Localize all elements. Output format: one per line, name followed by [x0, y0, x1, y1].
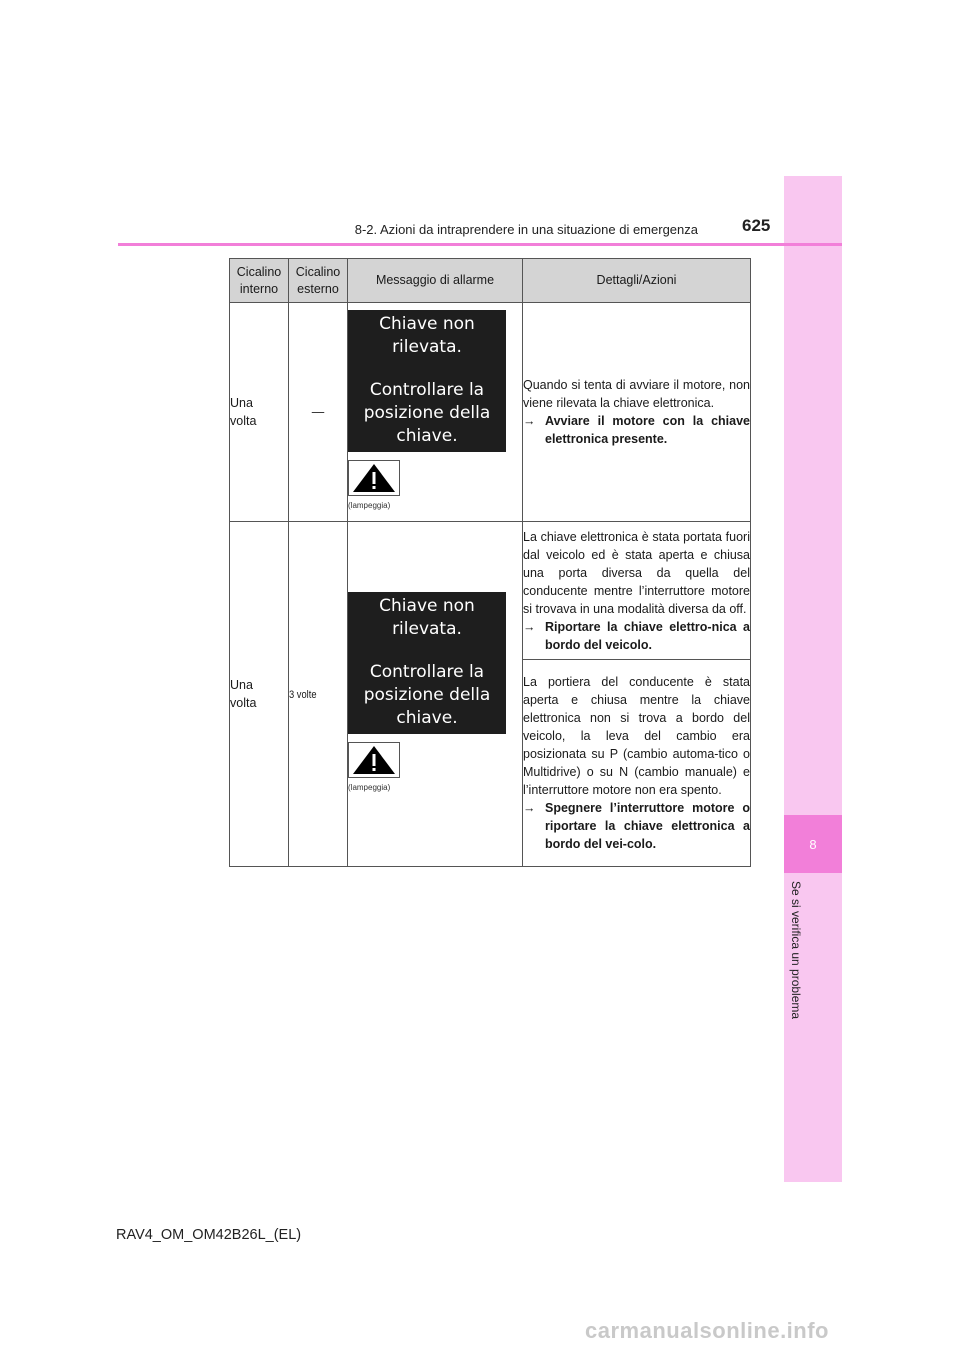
header-internal-buzzer: Cicalino interno	[230, 259, 289, 303]
warning-message-cell	[348, 522, 523, 867]
screen-line: chiave.	[396, 426, 458, 446]
details-cell	[523, 522, 751, 660]
action-item	[523, 618, 750, 654]
header-divider	[118, 243, 842, 246]
screen-line: Chiave non	[379, 596, 475, 616]
chapter-title: Se si verifica un problema	[789, 881, 803, 1020]
action-text: Avviare il motore con la chiave elettronica presente.	[545, 414, 750, 446]
document-code: RAV4_OM_OM42B26L_(EL)	[116, 1227, 302, 1243]
header-warning-message: Messaggio di allarme	[348, 259, 523, 303]
detail-text: Quando si tenta di avviare il motore, non viene rilevata la chiave elettronica.	[523, 378, 750, 410]
arrow-icon: →	[523, 414, 536, 428]
screen-line: Controllare la	[369, 380, 485, 400]
action-text: Riportare la chiave elettro-nica a bordo del veicolo.	[545, 619, 750, 652]
warning-message-cell	[348, 303, 523, 522]
display-message-screen	[348, 592, 506, 734]
header-details-actions: Dettagli/Azioni	[523, 259, 751, 303]
action-item	[523, 799, 750, 853]
flashing-caption: (lampeggia)	[348, 782, 391, 792]
display-message-screen	[348, 310, 506, 452]
chapter-number-badge	[784, 815, 842, 873]
screen-line: posizione della	[363, 685, 491, 705]
watermark: carmanualsonline.info	[585, 1318, 829, 1343]
external-buzzer-none: —	[311, 405, 325, 419]
external-buzzer-value: 3 volte	[289, 688, 317, 701]
arrow-icon: →	[523, 619, 536, 634]
internal-buzzer-cell	[230, 522, 289, 867]
table-row	[230, 522, 751, 660]
section-title: 8-2. Azioni da intraprendere in una situazione di emergenza	[354, 222, 698, 237]
external-buzzer-cell	[289, 522, 348, 867]
page-number: 625	[742, 216, 771, 235]
alarm-table	[229, 258, 751, 867]
chapter-number: 8	[809, 836, 817, 852]
screen-line: chiave.	[396, 708, 458, 728]
details-cell	[523, 660, 751, 867]
header-external-buzzer: Cicalino esterno	[289, 259, 348, 303]
details-cell	[523, 303, 751, 522]
warning-triangle-icon	[348, 742, 400, 778]
detail-text: La chiave elettronica è stata portata fuori dal veicolo ed è stata aperta e chiusa una porta diversa da quella del conducente mentre l’interruttore motore si trovava in una modalità diversa da off.	[523, 529, 750, 616]
external-buzzer-cell	[289, 303, 348, 522]
internal-buzzer-value: Una volta	[230, 678, 257, 710]
screen-line: rilevata.	[392, 619, 462, 639]
screen-line: posizione della	[363, 403, 491, 423]
table-header-row	[230, 259, 751, 303]
chapter-side-tab	[784, 176, 842, 1182]
arrow-icon: →	[523, 801, 536, 815]
flashing-caption: (lampeggia)	[348, 500, 391, 510]
detail-text: La portiera del conducente è stata aperta e chiusa mentre la chiave elettronica non si trova a bordo del veicolo, la leva del cambio era posizionata su P (cambio automa-tico o Multidrive) o su N (cambio manuale) e l’interruttore motore non era spento.	[523, 675, 750, 797]
screen-line: rilevata.	[392, 337, 462, 357]
table-row	[230, 303, 751, 522]
internal-buzzer-cell	[230, 303, 289, 522]
action-item	[523, 412, 750, 448]
screen-line: Chiave non	[379, 314, 475, 334]
action-text: Spegnere l’interruttore motore o riportare la chiave elettronica a bordo del vei-colo.	[545, 801, 750, 851]
screen-line: Controllare la	[369, 662, 485, 682]
internal-buzzer-value: Una volta	[230, 396, 257, 428]
warning-triangle-icon	[348, 460, 400, 496]
